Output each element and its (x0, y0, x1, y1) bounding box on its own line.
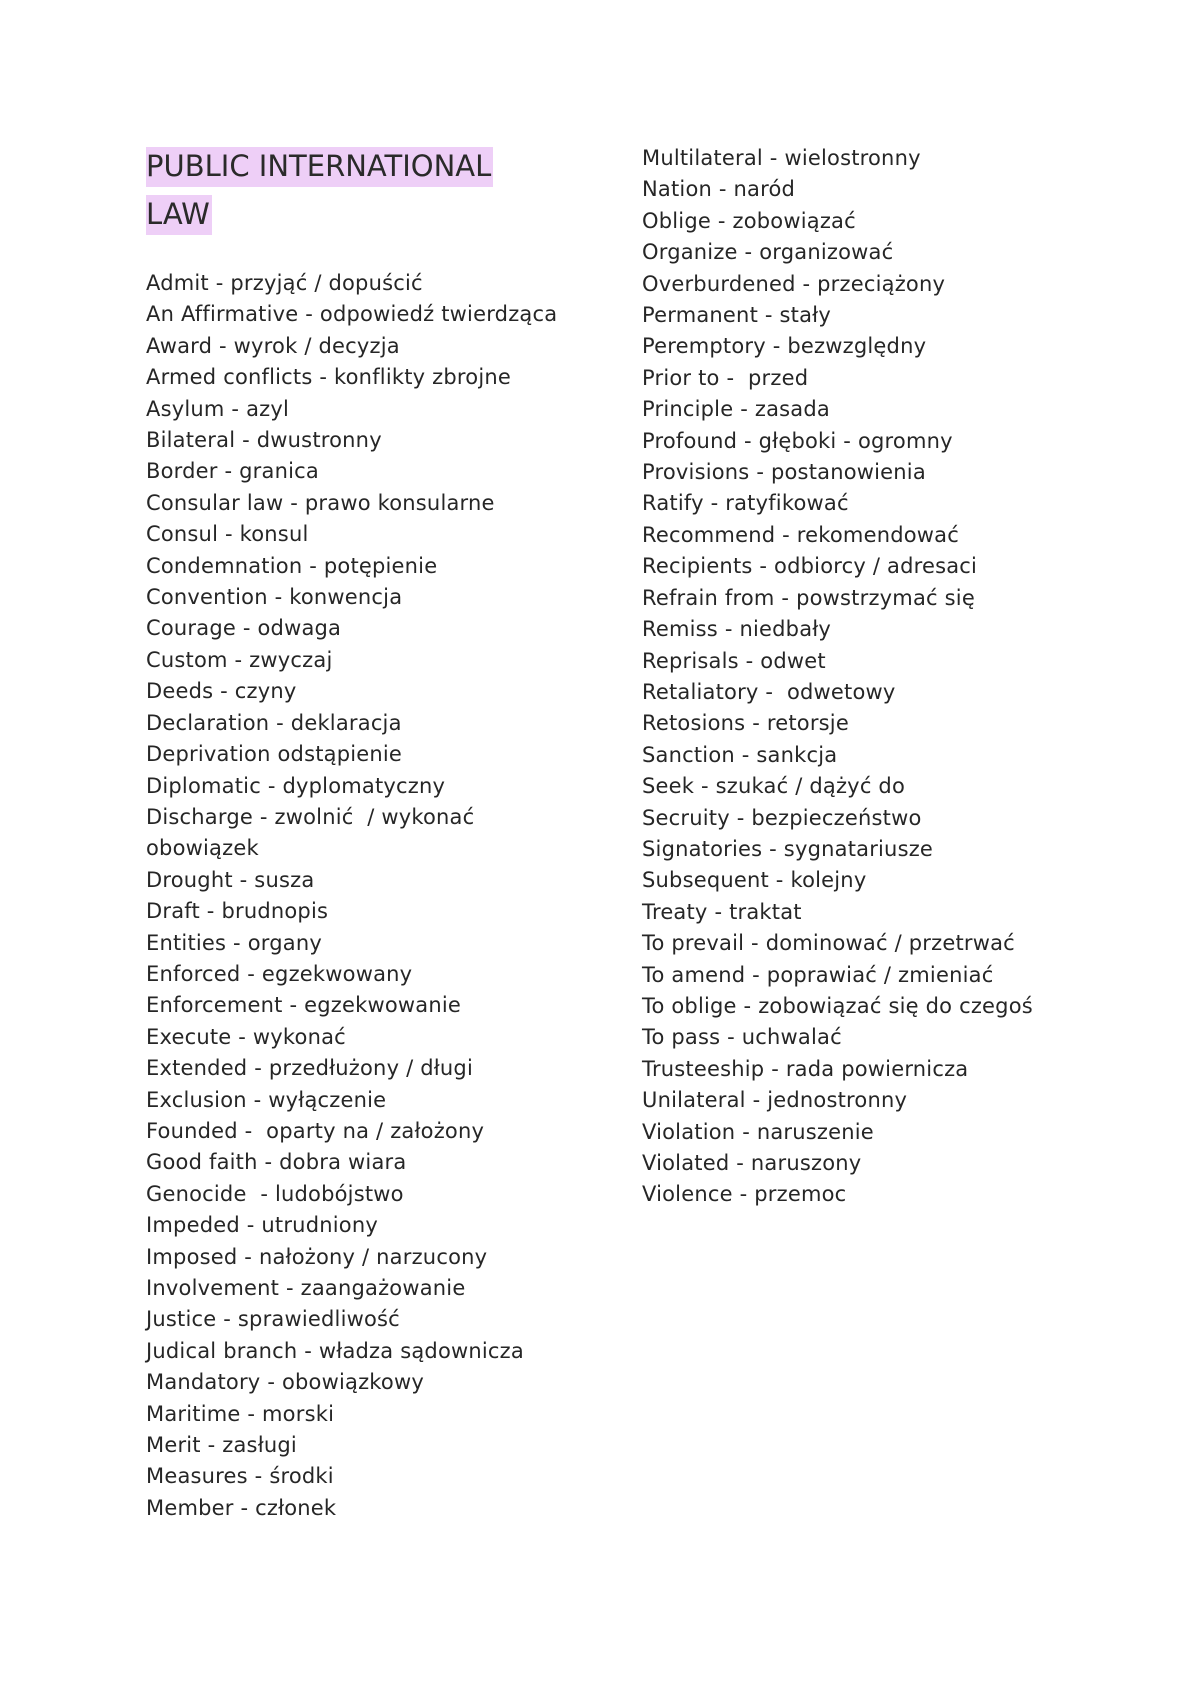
vocabulary-entry: Declaration - deklaracja (146, 710, 402, 735)
vocabulary-entry: Execute - wykonać (146, 1024, 346, 1049)
vocabulary-entry: Permanent - stały (642, 303, 831, 328)
vocabulary-entry: Principle - zasada (642, 397, 830, 422)
vocabulary-entry: To amend - poprawiać / zmieniać (642, 962, 994, 987)
vocabulary-entry: Retosions - retorsje (642, 711, 849, 736)
vocabulary-entry: Recommend - rekomendować (642, 522, 959, 547)
vocabulary-entry: To prevail - dominować / przetrwać (642, 931, 1015, 956)
vocabulary-entry: Oblige - zobowiązać (642, 208, 856, 233)
vocabulary-entry: Signatories - sygnatariusze (642, 836, 934, 861)
vocabulary-entry: Condemnation - potępienie (146, 553, 438, 578)
vocabulary-entry: Recipients - odbiorcy / adresaci (642, 554, 978, 579)
vocabulary-entry: Deprivation odstąpienie (146, 742, 403, 767)
vocabulary-entry: Seek - szukać / dążyć do (642, 774, 906, 799)
vocabulary-entry: Asylum - azyl (146, 396, 290, 421)
vocabulary-entry: Discharge - zwolnić / wykonać obowiązek (146, 804, 482, 861)
vocabulary-entry: Judical branch - władza sądownicza (146, 1338, 524, 1363)
page-title (146, 142, 566, 238)
vocabulary-entry: Multilateral - wielostronny (642, 146, 921, 170)
vocabulary-entry: Award - wyrok / decyzja (146, 333, 400, 358)
vocabulary-entry: Good faith - dobra wiara (146, 1150, 407, 1175)
vocabulary-entry: Custom - zwyczaj (146, 647, 333, 672)
vocabulary-entry: Impeded - utrudniony (146, 1213, 378, 1238)
vocabulary-entry: Deeds - czyny (146, 679, 297, 704)
vocabulary-entry: Involvement - zaangażowanie (146, 1276, 466, 1300)
vocabulary-entry: Convention - konwencja (146, 585, 403, 610)
vocabulary-entry: Extended - przedłużony / długi (146, 1056, 473, 1081)
vocabulary-list-right (642, 143, 1162, 1211)
vocabulary-entry: Organize - organizować (642, 240, 894, 265)
vocabulary-entry: Retaliatory - odwetowy (642, 679, 896, 704)
vocabulary-entry: Enforced - egzekwowany (146, 961, 413, 986)
vocabulary-entry: Ratify - ratyfikować (642, 491, 849, 516)
vocabulary-entry: Profound - głęboki - ogromny (642, 428, 953, 453)
vocabulary-entry: Mandatory - obowiązkowy (146, 1370, 424, 1395)
vocabulary-entry: Merit - zasługi (146, 1433, 297, 1458)
vocabulary-entry: Draft - brudnopis (146, 899, 329, 924)
vocabulary-entry: Member - członek (146, 1495, 337, 1520)
vocabulary-entry: Peremptory - bezwzględny (642, 334, 927, 359)
vocabulary-entry: Genocide - ludobójstwo (146, 1181, 404, 1206)
vocabulary-entry: An Affirmative - odpowiedź twierdząca (146, 302, 558, 327)
vocabulary-entry: Imposed - nałożony / narzucony (146, 1244, 488, 1269)
vocabulary-entry: Violated - naruszony (642, 1151, 862, 1175)
vocabulary-entry: Sanction - sankcja (642, 742, 838, 767)
vocabulary-entry: To pass - uchwalać (642, 1025, 842, 1050)
vocabulary-entry: Refrain from - powstrzymać się (642, 585, 975, 610)
vocabulary-entry: Unilateral - jednostronny (642, 1088, 908, 1113)
vocabulary-entry: Prior to - przed (642, 365, 809, 390)
vocabulary-entry: To oblige - zobowiązać się do czegoś (642, 993, 1033, 1018)
vocabulary-entry: Entities - organy (146, 930, 322, 955)
vocabulary-entry: Enforcement - egzekwowanie (146, 993, 461, 1018)
vocabulary-entry: Remiss - niedbały (642, 617, 832, 642)
vocabulary-entry: Admit - przyjąć / dopuścić (146, 271, 423, 295)
vocabulary-entry: Secruity - bezpieczeństwo (642, 805, 922, 830)
vocabulary-entry: Violation - naruszenie (642, 1119, 874, 1144)
vocabulary-entry: Provisions - postanowienia (642, 460, 926, 485)
vocabulary-entry: Consular law - prawo konsularne (146, 490, 495, 515)
vocabulary-entry: Treaty - traktat (642, 899, 802, 924)
vocabulary-entry: Drought - susza (146, 867, 315, 892)
title-highlight: PUBLIC INTERNATIONAL LAW (146, 147, 493, 235)
vocabulary-entry: Courage - odwaga (146, 616, 342, 641)
vocabulary-list-left (146, 268, 576, 1524)
vocabulary-entry: Maritime - morski (146, 1401, 335, 1426)
vocabulary-entry: Reprisals - odwet (642, 648, 826, 673)
vocabulary-entry: Trusteeship - rada powiernicza (642, 1056, 969, 1081)
vocabulary-entry: Diplomatic - dyplomatyczny (146, 773, 446, 798)
vocabulary-entry: Border - granica (146, 459, 319, 484)
vocabulary-entry: Founded - oparty na / założony (146, 1118, 485, 1143)
vocabulary-entry: Exclusion - wyłączenie (146, 1087, 387, 1112)
vocabulary-entry: Overburdened - przeciążony (642, 271, 946, 296)
vocabulary-entry: Consul - konsul (146, 522, 309, 547)
vocabulary-entry: Violence - przemoc (642, 1182, 847, 1207)
vocabulary-entry: Nation - naród (642, 177, 796, 202)
vocabulary-entry: Measures - środki (146, 1464, 334, 1489)
vocabulary-entry: Subsequent - kolejny (642, 868, 867, 893)
vocabulary-entry: Bilateral - dwustronny (146, 428, 382, 453)
vocabulary-entry: Justice - sprawiedliwość (146, 1307, 400, 1332)
vocabulary-entry: Armed conflicts - konflikty zbrojne (146, 365, 511, 390)
